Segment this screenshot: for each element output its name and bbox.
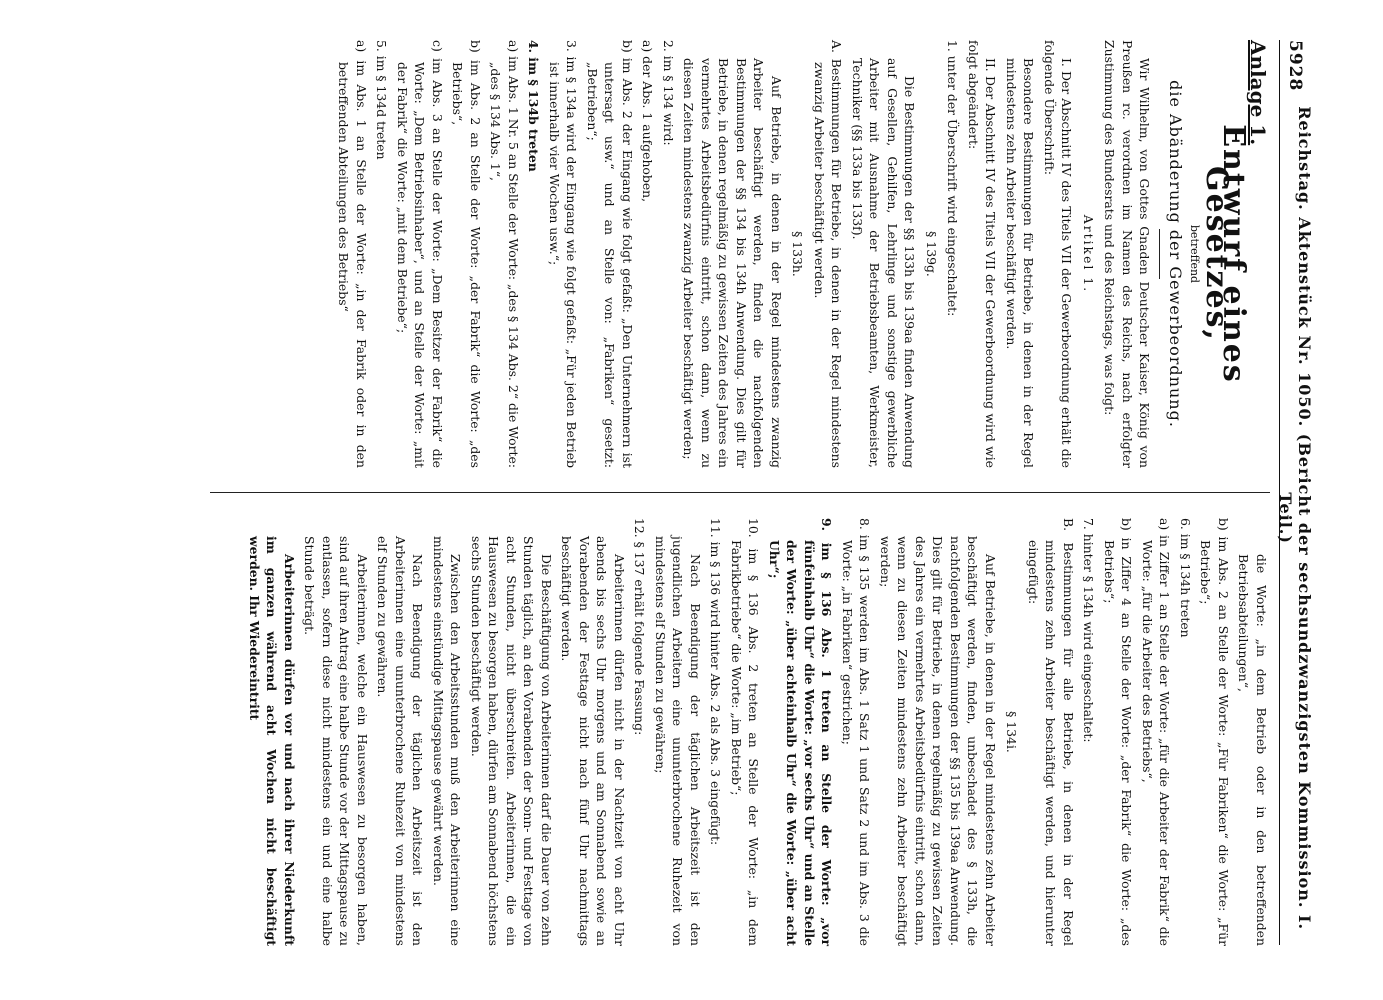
- article-heading: Artikel 1.: [1081, 214, 1096, 294]
- section-139g-text: Die Bestimmungen der §§ 133h bis 139aa finden Anwendung auf Gesellen, Gehilfen, Lehrlinge und sonstige gewerbliche Arbeiter mit Ausnahme der Betriebsbeamten, Werkmeister, Techniker (§§ 133a bis 133f).: [850, 58, 918, 468]
- document-title: Entwurf eines Gesetzes,: [1199, 124, 1252, 384]
- section-134i-text: Auf Betriebe, in denen in der Regel mindestens zehn Arbeiter beschäftigt werden, finden, unbeschadet des § 133h, die nachfolgenden Bestimmungen der §§ 135 bis 139aa Anwendung. Dies gilt für Betriebe, in denen regelmäßig zu gewissen Zeiten des Jahres ein vermehrtes Arbeitsbedürfnis eintritt, schon dann, wenn zu diesen Zeiten mindestens zehn Arbeiter beschäftigt werden;: [878, 536, 998, 946]
- item-5a: a) im Abs. 1 an Stelle der Worte: „in der Fabrik oder in den betreffenden Abteilungen des Betriebs“: [336, 40, 369, 468]
- item-2a: a) der Abs. 1 aufgehoben,: [640, 40, 656, 203]
- item-1: 1. unter der Überschrift wird eingeschaltet:: [945, 40, 961, 317]
- item-3: 3. im § 134a wird der Eingang wie folgt gefaßt: „Für jeden Betrieb ist innerhalb vier Wochen usw.“;: [547, 40, 580, 468]
- right-continuation: die Worte: „in dem Betrieb oder in den betreffenden Betriebsabteilungen“,: [1236, 554, 1269, 946]
- page-number: 5928: [1285, 40, 1305, 92]
- item-6: 6. im § 134h treten: [1178, 518, 1193, 638]
- paragraph-1-quote: Besondere Bestimmungen für Betriebe, in denen in der Regel mindestens zehn Arbeiter beschäftigt werden.: [1004, 58, 1037, 468]
- item-4: 4. im § 134b treten: [526, 40, 542, 172]
- section-139g: § 139g.: [924, 231, 939, 277]
- item-2: 2. im § 134 wird:: [661, 40, 676, 146]
- item-b-heading: B. Bestimmungen für alle Betriebe, in denen in der Regel mindestens zehn Arbeiter beschäftigt werden, und hierunter eingefügt:: [1026, 518, 1076, 946]
- paragraph-1: I. Der Abschnitt IV des Titels VII der Gewerbeordnung erhält die folgende Überschrift:: [1042, 40, 1075, 468]
- item-12-para-d: Nach Beendigung der täglichen Arbeitszeit ist den Arbeiterinnen eine ununterbrochene Ruhezeit von mindestens elf Stunden zu gewähren.: [375, 536, 426, 946]
- item-12-para-f: Arbeiterinnen dürfen vor und nach ihrer Niederkunft im ganzen während acht Wochen nicht beschäftigt werden. Ihr Wiedereintritt: [247, 536, 297, 946]
- item-12-para-b: Die Beschäftigung von Arbeiterinnen darf die Dauer von zehn Stunden täglich, an den Vorabenden der Sonn- und Festtage von acht Stunden, nicht überschreiten. Arbeiterinnen, die ein Hauswesen zu besorgen haben, dürfen am Sonnabend höchstens sechs Stunden beschäftigt werden.: [469, 536, 554, 946]
- item-9: 9. im § 136 Abs. 1 treten an Stelle der Worte: „vor fünfeinhalb Uhr“ die Worte: „vor sechs Uhr“ und an Stelle der Worte: „über achteinhalb Uhr“ die Worte: „über acht Uhr“;: [767, 518, 835, 946]
- item-7: 7. hinter § 134h wird eingeschaltet:: [1081, 518, 1097, 743]
- section-133h: § 133h.: [790, 231, 806, 277]
- item-4c: c) im Abs. 3 an Stelle der Worte: „Dem Besitzer der Fabrik“ die Worte: „Dem Betriebsinhaber“, und an Stelle der Worte: „mit der Fabrik“ die Worte: „mit dem Betriebe“;: [395, 40, 445, 468]
- item-8: 8. im § 135 werden im Abs. 1 Satz 1 und Satz 2 und im Abs. 3 die Worte: „in Fabriken“ gestrichen;: [840, 518, 873, 946]
- preamble: Wir Wilhelm, von Gottes Gnaden Deutscher Kaiser, König von Preußen rc. verordnen im Namen des Reichs, nach erfolgter Zustimmung des Bundesrats und des Reichstags, was folgt:: [1102, 40, 1153, 468]
- title-rule: [1160, 229, 1161, 279]
- paragraph-2: II. Der Abschnitt IV des Titels VII der Gewerbeordnung wird wie folgt abgeändert:: [966, 40, 999, 468]
- right-column: [243, 518, 1271, 946]
- item-12-para-a: Arbeiterinnen dürfen nicht in der Nachtzeit von acht Uhr abends bis sechs Uhr morgens und am Sonnabend sowie an Vorabenden der Festtage nicht nach fünf Uhr nachmittags beschäftigt werden.: [559, 536, 627, 946]
- item-5b: b) im Abs. 2 an Stelle der Worte: „Für Fabriken“ die Worte: „Für Betriebe“;: [1198, 518, 1231, 946]
- section-134i: § 134i.: [1004, 711, 1020, 753]
- running-head: [1276, 40, 1314, 945]
- item-12: 12. § 137 erhält folgende Fassung:: [632, 518, 648, 736]
- item-12-para-e: Arbeiterinnen, welche ein Hauswesen zu besorgen haben, sind auf ihren Antrag eine halbe Stunde vor der Mittagspause zu entlassen, sofern diese nicht mindestens ein und eine halbe Stunde beträgt.: [302, 536, 370, 946]
- page-content: [20, 40, 1314, 946]
- item-4a: a) im Abs. 1 Nr. 5 an Stelle der Worte: „des § 134 Abs. 2“ die Worte: „des § 134 Abs. 1“,: [488, 40, 521, 468]
- betreffend-label: betreffend: [1188, 224, 1202, 284]
- item-a-heading: A. Bestimmungen für Betriebe, in denen in der Regel mindestens zwanzig Arbeiter beschäftigt werden.: [812, 40, 845, 468]
- item-11: 11. im § 136 wird hinter Abs. 2 als Abs. 3 eingefügt:: [708, 518, 724, 846]
- item-6b: b) in Ziffer 4 an Stelle der Worte: „der Fabrik“ die Worte: „des Betriebs“;: [1102, 518, 1135, 946]
- section-133h-text: Auf Betriebe, in denen in der Regel mindestens zwanzig Arbeiter beschäftigt werden, finden die nachfolgenden Bestimmungen der §§ 134 bis 134h Anwendung. Dies gilt für Betriebe, in denen regelmäßig zu gewissen Zeiten des Jahres ein vermehrtes Arbeitsbedürfnis eintritt, schon dann, wenn zu diesen Zeiten mindestens zwanzig Arbeiter beschäftigt werden;: [681, 58, 784, 468]
- item-11-text: Nach Beendigung der täglichen Arbeitszeit ist den jugendlichen Arbeitern eine ununterbrochene Ruhezeit von mindestens elf Stunden zu gewähren;: [653, 536, 703, 946]
- item-2b: b) im Abs. 2 der Eingang wie folgt gefaßt: „Den Unternehmern ist untersagt usw.“ und an Stelle von: „Fabriken“ gesetzt: „Betrieben“;: [585, 40, 635, 468]
- item-4b: b) im Abs. 2 an Stelle der Worte: „der Fabrik“ die Worte: „des Betriebs“,: [450, 40, 483, 468]
- column-divider: [210, 492, 1270, 493]
- document-subject: die Abänderung der Gewerbeordnung.: [1166, 80, 1185, 428]
- item-5: 5. im § 134d treten: [374, 40, 390, 160]
- left-column: [332, 40, 1270, 468]
- running-head-title: Reichstag. Aktenstück Nr. 1050. (Bericht der sechsundzwanzigsten Kommission. I. Teil.): [1276, 106, 1314, 931]
- item-12-para-c: Zwischen den Arbeitsstunden muß den Arbeiterinnen eine mindestens einstündige Mittagspause gewährt werden.: [431, 536, 464, 946]
- item-6a: a) in Ziffer 1 an Stelle der Worte: „für die Arbeiter der Fabrik“ die Worte: „für die Arbeiter des Betriebs“,: [1140, 518, 1173, 946]
- item-10: 10. im § 136 Abs. 2 treten an Stelle der Worte: „in dem Fabrikbetriebe“ die Worte: „im Betrieb“;: [729, 518, 762, 946]
- anlage-heading: Anlage 1.: [1246, 40, 1270, 146]
